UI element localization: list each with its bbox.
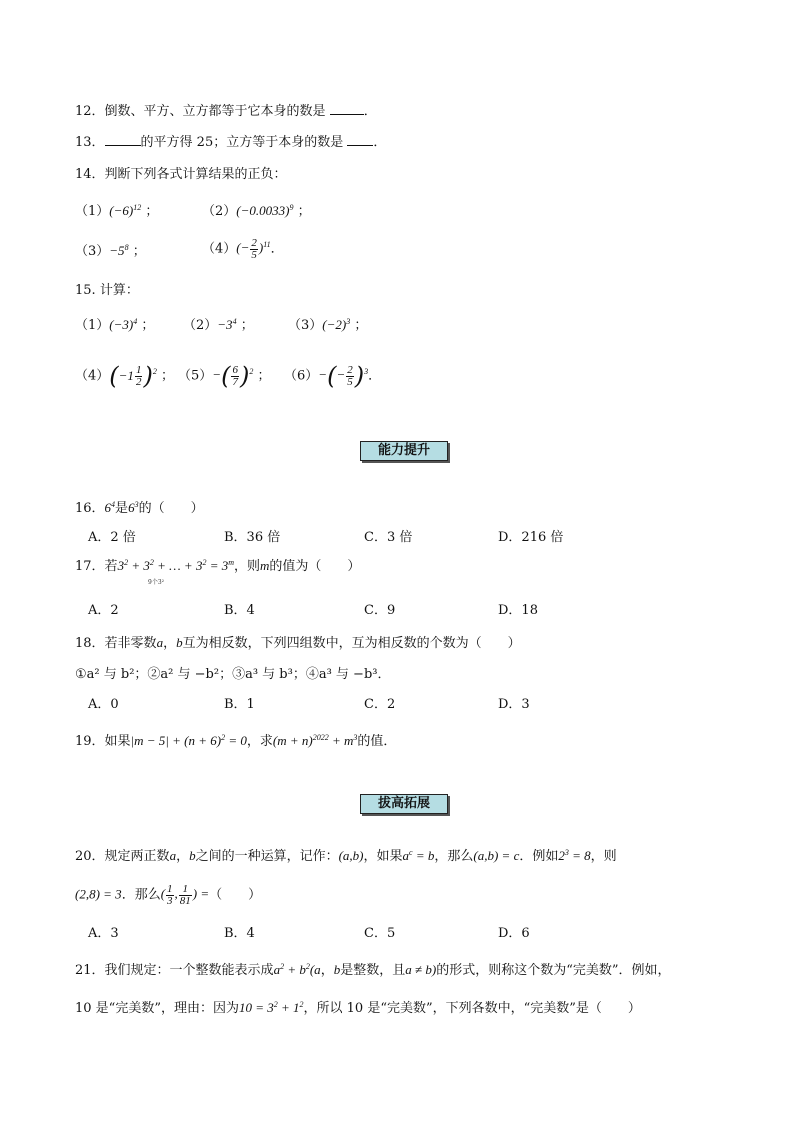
question-20: 20．规定两正数a，b之间的一种运算，记作：(a,b)，如果$a^c = b$，那么(a,b) = c．例如$2^3 = 8$，则 [75,848,617,864]
q17-option-d[interactable]: D．18 [498,603,538,618]
q12-text: 倒数、平方、立方都等于它本身的数是 [104,104,326,119]
q15-expr-4: (−1 $\frac{1}{2}$ )$^2$ [109,362,157,391]
q14-expr-1: $(-6)^{12}$ [109,203,142,218]
q14-part-4: （4）(− $\frac{2}{5}$ )$^{11}$． [202,237,284,261]
q17-underbrace-label: 9个3² [148,579,165,586]
q15-expr-2: $-3^4$ [217,317,237,332]
q14-part-1: $(1)(-6)^{12}$ ； [75,203,159,219]
q16-option-d[interactable]: D．216 倍 [498,530,564,545]
q20-option-a[interactable]: A．3 [88,926,119,941]
q17-option-c[interactable]: C．9 [364,603,396,618]
q14-expr-3: $-5^8$ [109,243,129,258]
question-12: 12．倒数、平方、立方都等于它本身的数是 ． [75,104,377,119]
q15-expr-1: $(-3)^4$ [109,317,138,332]
q15-part-4: （4）(−1 $\frac{1}{2}$ )$^2$ ； [75,362,174,391]
q14-expr-2: $(-0.0033)^9$ [236,203,294,218]
q14-part-2: $(2)(-0.0033)^9$ ； [202,203,311,219]
q12-number: 12． [75,104,105,119]
q20-expr: ( $\frac{1}{3}$ , $\frac{1}{81}$ ) = [160,883,210,907]
q15-part-6: （6）−(− $\frac{2}{5}$ )$^3$． [284,362,382,391]
q17-option-b[interactable]: B．4 [224,603,255,618]
q13-answer-blank-1[interactable] [105,133,141,146]
q15-part-5: （5）−( $\frac{6}{7}$ )$^2$ ； [178,362,271,391]
q15-part-3: $(3)(-2)^3$ ； [288,317,368,333]
q16-option-c[interactable]: C．3 倍 [364,530,413,545]
q20-option-d[interactable]: D．6 [498,926,530,941]
q18-option-c[interactable]: C．2 [364,697,396,712]
q15-expr-3: $(-2)^3$ [322,317,351,332]
q16-expr-a: $6^4$ [104,500,116,515]
q15-expr-6: −(− $\frac{2}{5}$ )$^3$ [318,362,369,391]
q12-answer-blank[interactable] [330,102,364,115]
q15-expr-5: −( $\frac{6}{7}$ )$^2$ [212,362,254,391]
q20-option-b[interactable]: B．4 [224,926,255,941]
q19-condition: $|m - 5| + (n + 6)^2 = 0$ [130,733,247,748]
q18-items: ①a² 与 b²；②a² 与 −b²；③a³ 与 b³；④a³ 与 −b³． [75,667,391,682]
question-18: 18．若非零数a，b互为相反数，下列四组数中，互为相反数的个数为（ ） [75,635,521,651]
q16-option-a[interactable]: A．2 倍 [88,530,136,545]
question-19: 19．如果$|m - 5| + (n + 6)^2 = 0$，求$(m + n)^{2022} + m^3$的值． [75,733,397,749]
section-heading-ability: 能力提升 [360,441,448,461]
q16-option-b[interactable]: B．36 倍 [224,530,281,545]
q14-expr-4: (− $\frac{2}{5}$ )$^{11}$ [236,237,271,261]
q18-option-b[interactable]: B．1 [224,697,255,712]
question-16: 16．$6^4$是$6^3$的（ ） [75,500,204,516]
question-21: 21．我们规定：一个整数能表示成$a^2 + b^2(a$，b是整数，且a ≠ b)的形式，则称这个数为“完美数”．例如， [75,962,671,978]
question-20-line-2: (2,8) = 3．那么( $\frac{1}{3}$ , $\frac{1}{81}$ ) =（ ） [75,883,262,907]
q13-answer-blank-2[interactable] [347,133,373,146]
q15-part-2: $(2)-3^4$ ； [183,317,254,333]
q20-option-c[interactable]: C．5 [364,926,396,941]
question-15: 15. 计算： [75,283,139,298]
section-heading-advanced: 拔高拓展 [360,794,448,814]
q17-expr: $3^2 + 3^2$ + … + $3^2 = 3^m$ [117,558,235,573]
question-21-line-2: 10 是“完美数”，理由：因为$10 = 3^2 + 1^2$，所以 10 是“完美数”，下列各数中，“完美数”是（ ） [75,1000,641,1016]
q14-part-3: $(3)-5^8$ ； [75,243,146,259]
question-13: 13． 的平方得 25；立方等于本身的数是 ． [75,135,387,150]
q19-target: $(m + n)^{2022} + m^3$ [272,733,358,748]
question-17: 17．若$3^2 + 3^2$ + … + $3^2 = 3^m$，则m的值为（ ） [75,558,361,574]
q18-option-a[interactable]: A．0 [88,697,119,712]
q15-part-1: $(1)(-3)^4$ ； [75,317,155,333]
q17-option-a[interactable]: A．2 [88,603,119,618]
q16-expr-b: $6^3$ [128,500,139,515]
q18-option-d[interactable]: D．3 [498,697,530,712]
question-14: 14．判断下列各式计算结果的正负： [75,167,287,182]
